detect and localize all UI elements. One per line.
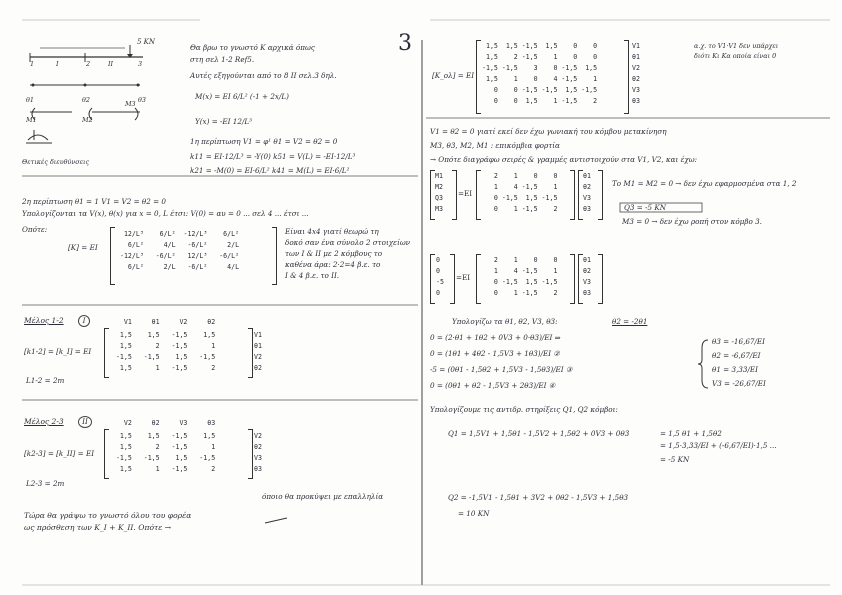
m23-head-row: V2 θ2 V3 θ3	[108, 419, 216, 427]
m12-side-label-4: θ2	[254, 364, 262, 372]
shear-eq: Y(x) = -EI 12/L³	[195, 117, 253, 126]
member-label-II: II	[108, 60, 114, 68]
Kol-lhs: [K_ολ] = EI	[432, 71, 475, 80]
Kol-side-label-4: θ2	[632, 75, 640, 83]
final-line-1: Τώρα θα γράψω το γνωστό όλου του φορέα	[24, 511, 192, 520]
K-note-1: Είναι 4x4 γιατί θεωρώ τη	[285, 227, 379, 236]
Kol-row-6: 0 0 1,5 1 -1,5 2	[482, 97, 598, 105]
Kol-row-4: 1,5 1 0 4 -1,5 1	[482, 75, 598, 83]
sys2-row-1: 2 1 0 0	[482, 256, 558, 264]
sys1-rhs-4: θ3	[583, 205, 591, 213]
positive-directions: Θετικές διευθύνσεις	[22, 158, 90, 166]
beam-label-1: 1	[30, 60, 35, 68]
dof-M3: M3	[125, 100, 136, 108]
sys1-rhs-1: θ1	[583, 172, 591, 180]
sys1-row-4: 0 1 -1,5 2	[482, 205, 558, 213]
sys2-mat-bracket-l	[476, 254, 481, 304]
page-number: 3	[398, 31, 412, 56]
K-note-3: των I & II με 2 κόμβους το	[285, 249, 383, 258]
sys2-row-4: 0 1 -1,5 2	[482, 289, 558, 297]
sol-theta1: θ1 = 3,33/EI	[712, 365, 759, 374]
m23-title: Μέλος 2-3	[24, 417, 64, 426]
para1-line1: Θα βρω το γνωστό K αρχικά όπως	[190, 43, 315, 52]
moment-arc-2	[135, 108, 138, 120]
K-row-3: -12/L³ -6/L² 12/L³ -6/L²	[116, 252, 240, 260]
Kol-bracket-right	[624, 40, 629, 114]
sys1-lhs-1: M1	[435, 172, 443, 180]
sys2-mat-bracket-r	[570, 254, 575, 304]
sys2-lhs-bracket-r	[450, 254, 455, 304]
sys1-lhs-2: M2	[435, 183, 443, 191]
Kol-side-label-1: V1	[632, 42, 640, 50]
sys2-rhs-1: θ1	[583, 256, 591, 264]
dof-theta2: θ2	[82, 96, 90, 104]
sys2-rhs-bracket-r	[598, 254, 603, 304]
m12-len: L1-2 = 2m	[26, 376, 65, 385]
node-2	[84, 84, 87, 87]
m12-row-3: -1,5 -1,5 1,5 -1,5	[108, 353, 216, 361]
m23-row-4: 1,5 1 -1,5 2	[108, 465, 216, 473]
dof-M1: M1	[26, 116, 37, 124]
dof-theta1: θ1	[26, 96, 34, 104]
para1-line2: στη σελ 1-2 Ref5.	[190, 55, 255, 64]
para1-line3: Αυτές εξηγούνται από το 8 II σελ.3 δηλ.	[190, 71, 337, 80]
sys2-rhs-2: θ2	[583, 267, 591, 275]
m12-row-4: 1,5 1 -1,5 2	[108, 364, 216, 372]
K-prefix: [K] = EI	[68, 243, 98, 252]
sys1-mat-bracket-l	[476, 170, 481, 220]
beam-label-2: 2	[86, 60, 91, 68]
load-label: 5 KN	[137, 38, 156, 46]
m23-bracket-right	[248, 429, 253, 479]
case2-text: Υπολογίζονται τα V(x), θ(x) για x = 0, L έτσι: V(0) = αυ = 0 ... σελ 4 ... έτσι ...	[22, 209, 309, 218]
m23-lhs: [k2-3] = [k_II] = EI	[24, 449, 95, 458]
sys2-lhs	[436, 255, 444, 299]
node-3	[137, 84, 140, 87]
opote-label: Οπότε:	[22, 225, 48, 234]
sys1-row-1: 2 1 0 0	[482, 172, 558, 180]
Kol-side-label-3: V2	[632, 64, 640, 72]
m12-side-label-1: V1	[254, 331, 262, 339]
beam-label-3: 3	[138, 60, 143, 68]
K-row-2: 6/L² 4/L -6/L² 2/L	[116, 241, 240, 249]
sys1-eq-sign: =EI	[458, 189, 473, 198]
k-values-1: k11 = EI·12/L³ = -Y(0) k51 = V(L) = -EI·12/L³	[190, 152, 356, 161]
final-arrow	[265, 518, 287, 523]
Kol-side-label-5: V3	[632, 86, 640, 94]
Kol-matrix	[482, 41, 597, 107]
sys1-lhs	[435, 171, 443, 215]
eq-2: 0 = (1θ1 + 4θ2 - 1,5V3 + 1θ3)/EI ②	[430, 349, 560, 358]
K-note-5: I & 4 β.ε. το II.	[285, 271, 340, 280]
solution-brace	[698, 340, 708, 388]
m12-bracket-right	[248, 328, 253, 378]
sol-theta2: θ2 = -6,67/EI	[712, 351, 761, 360]
member-label-I: I	[56, 60, 59, 68]
m23-matrix	[108, 431, 215, 475]
sys1-rhs-3: V3	[583, 194, 591, 202]
sys2-lhs-1: 0	[436, 256, 440, 264]
m12-num: I	[78, 315, 90, 327]
right-line3: → Οπότε διαγράφω σειρές & γραμμές αντιστοιχούν στα V1, V2, και έχω:	[430, 155, 698, 164]
sys2-lhs-bracket-l	[430, 254, 435, 304]
m23-note: όποιο θα προκύψει με επαλληλία	[262, 492, 384, 501]
sys2-row-2: 1 4 -1,5 1	[482, 267, 558, 275]
m12-title: Μέλος 1-2	[24, 316, 64, 325]
Kol-row-1: 1,5 1,5 -1,5 1,5 0 0	[482, 42, 598, 50]
Kol-row-2: 1,5 2 -1,5 1 0 0	[482, 53, 598, 61]
sys2-lhs-3: -5	[436, 278, 444, 286]
Kol-note-1: α.χ. το V1·V1 δεν υπάρχει	[694, 42, 779, 50]
m23-header	[108, 418, 215, 429]
sys2-lhs-2: 0	[436, 267, 440, 275]
K-note-4: καθένα άρα: 2·2=4 β.ε. το	[285, 260, 381, 269]
case2-title: 2η περίπτωση θ1 = 1 V1 = V2 = θ2 = 0	[22, 197, 166, 206]
sys1-lhs-3: Q3	[435, 194, 443, 202]
q1-eq: Q1 = 1,5V1 + 1,5θ1 - 1,5V2 + 1,5θ2 + 0V3 + 0θ3	[448, 429, 630, 438]
sys1-row-3: 0 -1,5 1,5 -1,5	[482, 194, 558, 202]
m12-header	[108, 317, 215, 328]
react-title: Υπολογίζουμε τις αντιδρ. στηρίξεις Q1, Q2 κόμβοι:	[430, 405, 618, 414]
m12-row-1: 1,5 1,5 -1,5 1,5	[108, 331, 216, 339]
sys2-rhs-4: θ3	[583, 289, 591, 297]
m23-len: L2-3 = 2m	[26, 479, 65, 488]
sys2-lhs-4: 0	[436, 289, 440, 297]
K-bracket-right	[272, 227, 277, 285]
q1-res-2: = 1,5·3,33/EI + (-6,67/EI)·1,5 ...	[660, 441, 777, 450]
sys1-lhs-bracket-r	[452, 170, 457, 220]
m23-side-label-3: V3	[254, 454, 262, 462]
K-matrix	[116, 229, 239, 273]
eq-1: 0 = (2·θ1 + 1θ2 + 0V3 + 0·θ3)/EI ⇒	[430, 333, 561, 342]
k-values-2: k21 = -M(0) = EI·6/L² k41 = M(L) = EI·6/L²	[190, 166, 350, 175]
node-1	[32, 84, 35, 87]
q1-res-1: = 1,5 θ1 + 1,5θ2	[660, 429, 722, 438]
cond1: Το M1 = M2 = 0 → δεν έχω εφαρμοσμένα στα 1, 2	[612, 179, 797, 188]
K-row-4: 6/L² 2/L -6/L² 4/L	[116, 263, 240, 271]
m23-side-label-2: θ2	[254, 443, 262, 451]
m12-lhs: [k1-2] = [k_I] = EI	[24, 347, 92, 356]
K-bracket-left	[110, 227, 115, 285]
m12-head-row: V1 θ1 V2 θ2	[108, 318, 216, 326]
Kol-note-2: διότι Kι Kα οποία είναι 0	[694, 52, 777, 60]
m12-side-label-3: V2	[254, 353, 262, 361]
m23-row-2: 1,5 2 -1,5 1	[108, 443, 216, 451]
cond3: M3 = 0 → δεν έχω ροπή στον κόμβο 3.	[622, 217, 762, 226]
pos-arc	[28, 135, 48, 140]
sys2-eq-sign: =EI	[456, 273, 471, 282]
Kol-side	[632, 41, 640, 107]
Kol-row-5: 0 0 -1,5 -1,5 1,5 -1,5	[482, 86, 598, 94]
m23-num: II	[78, 416, 92, 428]
m12-side	[254, 330, 262, 374]
eq-3: -5 = (0θ1 - 1,5θ2 + 1,5V3 - 1,5θ3)/EI ③	[430, 365, 573, 374]
right-line2: M3, θ3, M2, M1 : επικόμβια φορτία	[430, 141, 560, 150]
sys2-rhs	[583, 255, 591, 299]
m23-side-label-4: θ3	[254, 465, 262, 473]
sys1-matrix	[482, 171, 557, 215]
moment-eq: M(x) = EI 6/L² (-1 + 2x/L)	[195, 92, 289, 101]
sol-theta3: θ3 = -16,67/EI	[712, 337, 766, 346]
q2-eq: Q2 = -1,5V1 - 1,5θ1 + 3V2 + 0θ2 - 1,5V3 + 1,5θ3	[448, 493, 629, 502]
q2-res: = 10 KN	[458, 509, 490, 518]
m23-side	[254, 431, 262, 475]
sys1-row-2: 1 4 -1,5 1	[482, 183, 558, 191]
sys2-rhs-3: V3	[583, 278, 591, 286]
sys1-rhs-bracket-r	[598, 170, 603, 220]
sys1-lhs-4: M3	[435, 205, 443, 213]
cond2: Q3 = -5 KN	[624, 203, 667, 212]
q1-res-3: = -5 KN	[660, 455, 690, 464]
final-line-2: ως πρόσθεση των K_I + K_II. Οπότε →	[24, 523, 172, 532]
K-row-1: 12/L³ 6/L² -12/L³ 6/L²	[116, 230, 240, 238]
m12-matrix	[108, 330, 215, 374]
m12-row-2: 1,5 2 -1,5 1	[108, 342, 216, 350]
dof-theta3: θ3	[138, 96, 146, 104]
calc-key: θ2 = -2θ1	[612, 317, 648, 326]
Kol-side-label-2: θ1	[632, 53, 640, 61]
sys2-matrix	[482, 255, 557, 299]
m12-side-label-2: θ1	[254, 342, 262, 350]
sys1-rhs	[583, 171, 591, 215]
case1: 1η περίπτωση V1 = φ¹ θ1 = V2 = θ2 = 0	[190, 137, 338, 146]
dof-M2: M2	[82, 116, 93, 124]
K-note-2: δοκό σαν ένα σύνολο 2 στοιχείων	[285, 238, 411, 247]
right-line1: V1 = θ2 = 0 γιατί εκεί δεν έχω γωνιακή του κόμβου μετακίνηση	[430, 127, 667, 136]
eq-4: 0 = (0θ1 + θ2 - 1,5V3 + 2θ3)/EI ④	[430, 381, 556, 390]
sol-V3: V3 = -26,67/EI	[712, 379, 766, 388]
m23-side-label-1: V2	[254, 432, 262, 440]
m23-row-1: 1,5 1,5 -1,5 1,5	[108, 432, 216, 440]
sys1-rhs-2: θ2	[583, 183, 591, 191]
m23-row-3: -1,5 -1,5 1,5 -1,5	[108, 454, 216, 462]
Kol-side-label-6: θ3	[632, 97, 640, 105]
sys2-row-3: 0 -1,5 1,5 -1,5	[482, 278, 558, 286]
Kol-row-3: -1,5 -1,5 3 0 -1,5 1,5	[482, 64, 598, 72]
calc-title: Υπολογίζω τα θ1, θ2, V3, θ3:	[452, 317, 558, 326]
Kol-bracket-left	[476, 40, 481, 114]
sys1-mat-bracket-r	[570, 170, 575, 220]
